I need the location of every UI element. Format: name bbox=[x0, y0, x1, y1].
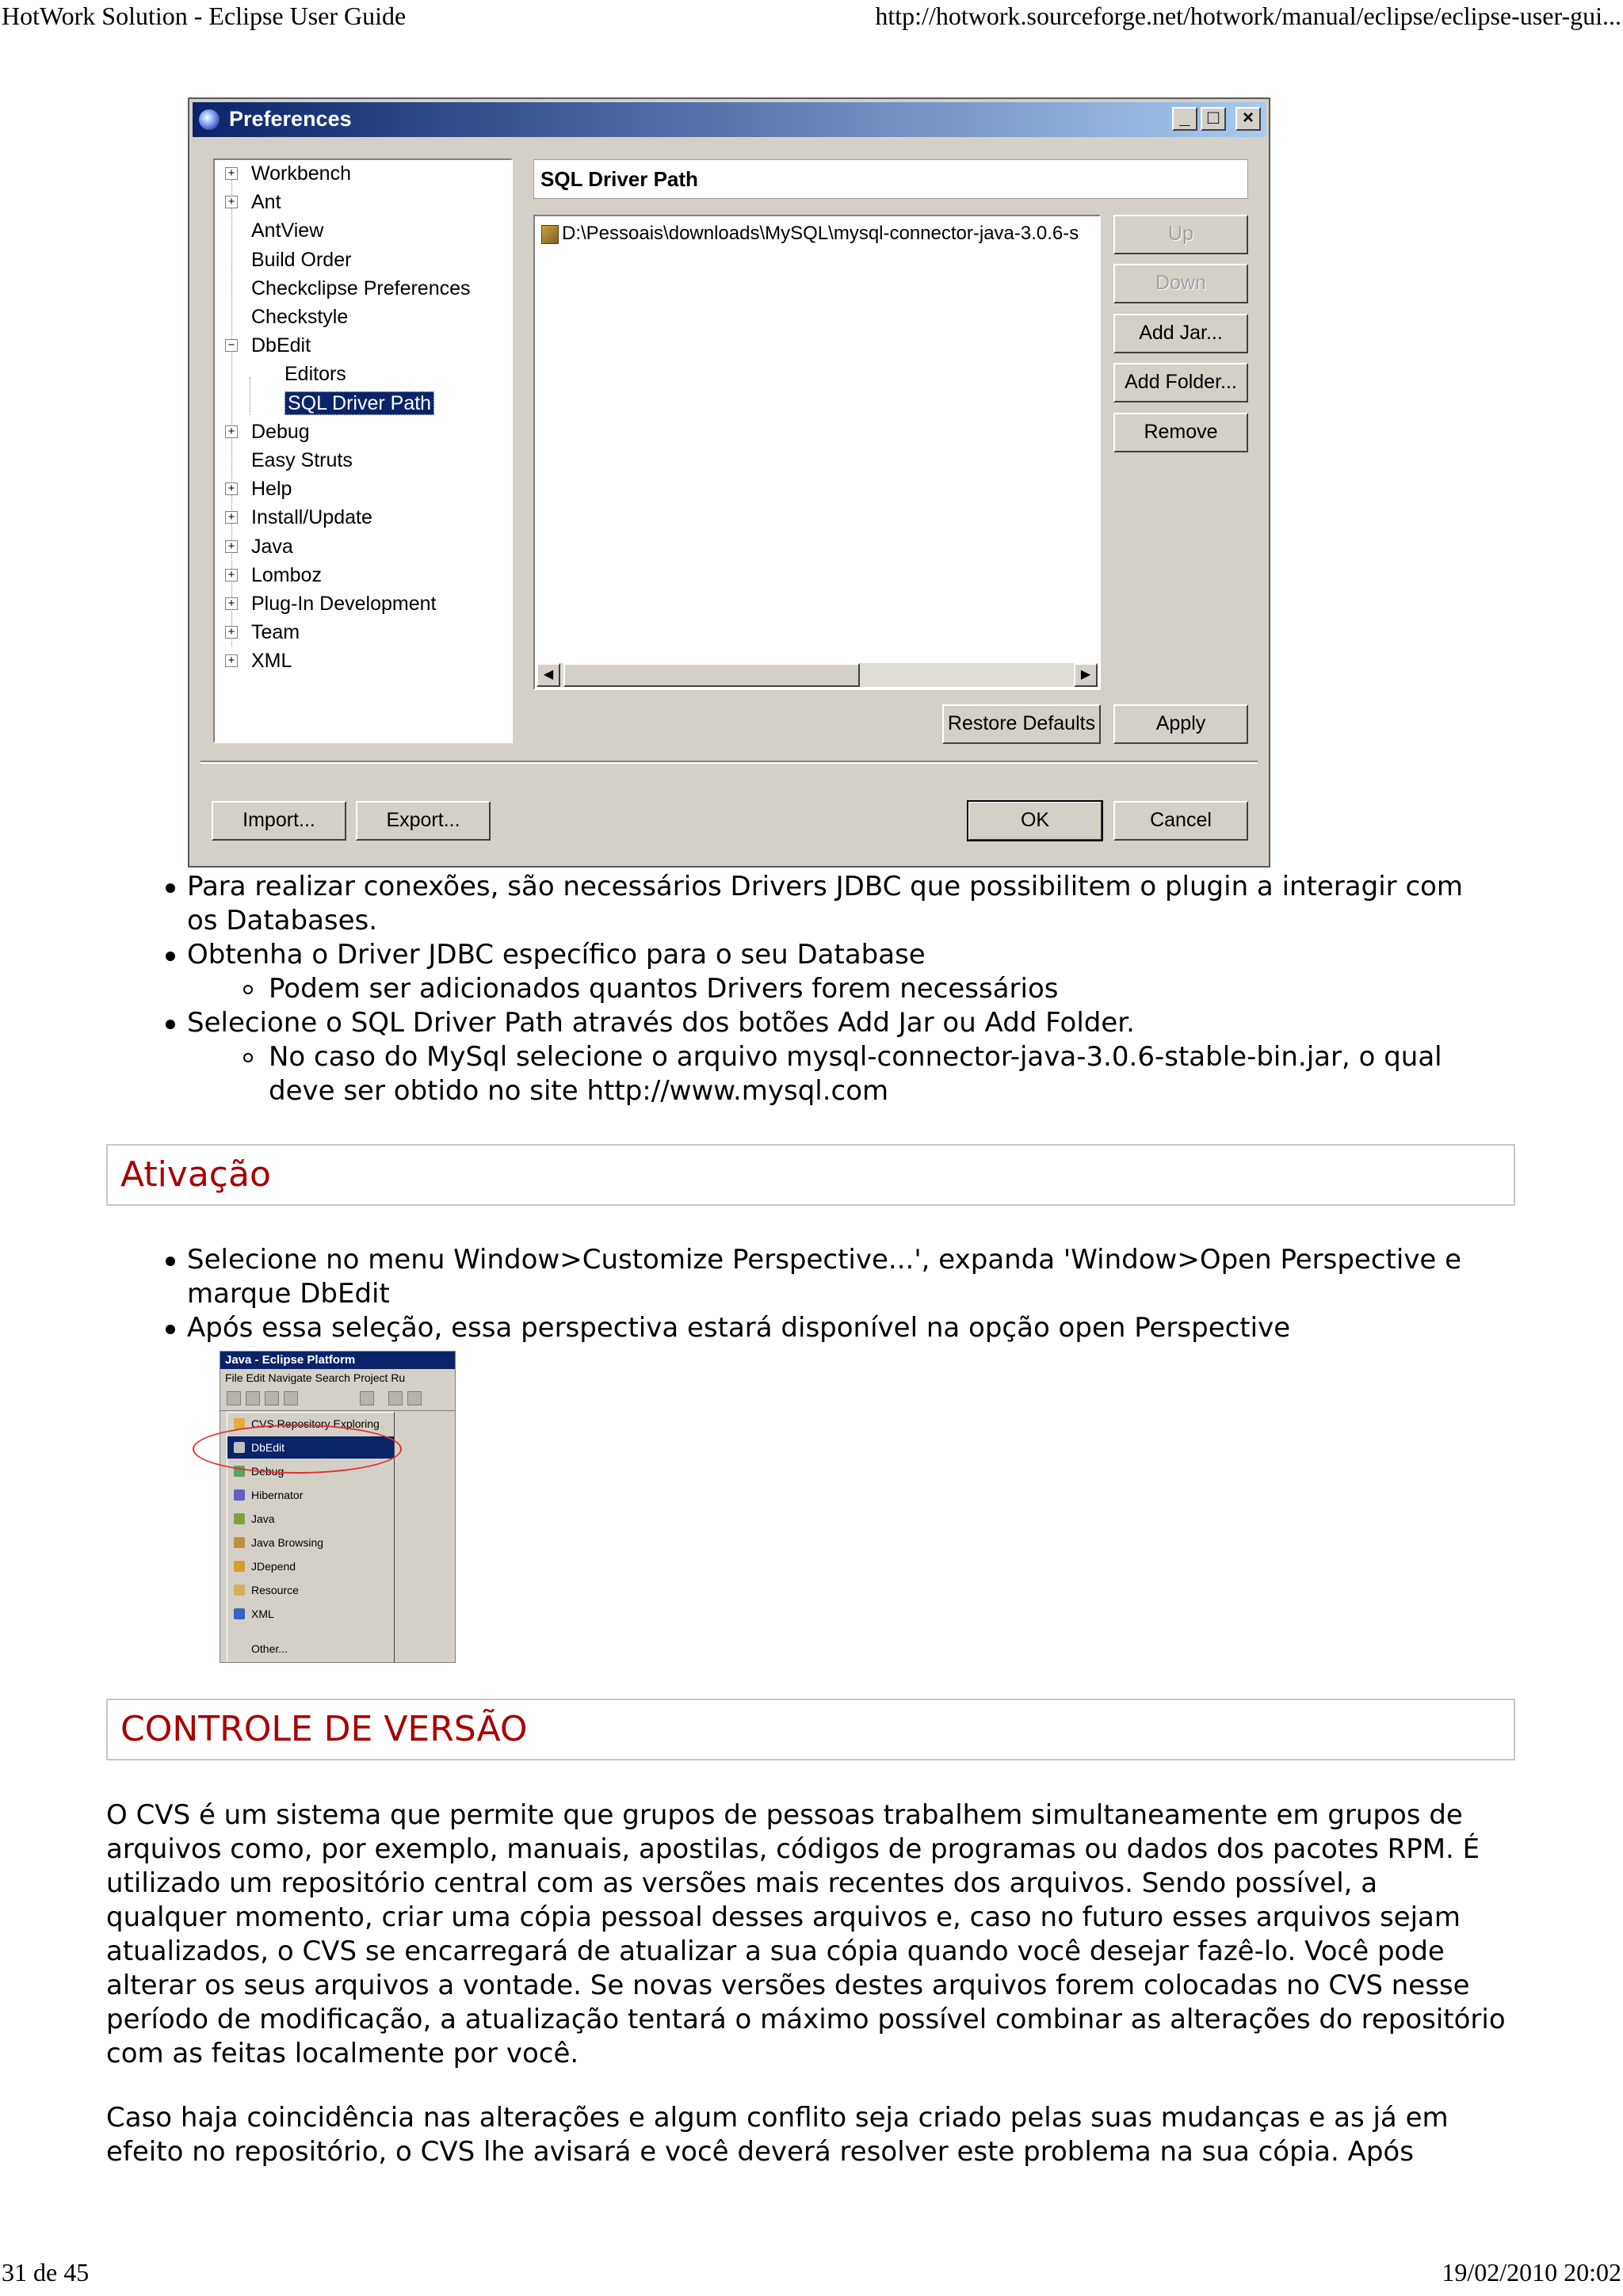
bullet-icon bbox=[166, 883, 175, 893]
add-jar-button[interactable]: Add Jar... bbox=[1113, 314, 1248, 353]
tree-item-label: Easy Struts bbox=[251, 449, 353, 471]
tree-item-label: SQL Driver Path bbox=[285, 391, 434, 415]
sub-bullet-icon bbox=[243, 1053, 253, 1062]
toolbar-icon[interactable] bbox=[388, 1391, 403, 1405]
tree-item-label: Editors bbox=[285, 363, 346, 386]
tree-item-label: Checkstyle bbox=[251, 306, 349, 328]
toolbar-icon[interactable] bbox=[360, 1391, 374, 1405]
tree-item-label: Workbench bbox=[251, 162, 351, 185]
expand-icon[interactable]: + bbox=[225, 654, 238, 667]
paragraph-line: efeito no repositório, o CVS lhe avisará e você deverá resolver este problema na sua cópia. Após bbox=[106, 2136, 1414, 2168]
list-item-label: D:\Pessoais\downloads\MySQL\mysql-connector-java-3.0.6-s bbox=[562, 223, 1079, 244]
scroll-thumb[interactable] bbox=[563, 663, 860, 687]
tree-item-label: DbEdit bbox=[251, 334, 311, 357]
eclipse-window-title: Java - Eclipse Platform bbox=[220, 1352, 455, 1369]
expand-icon[interactable]: + bbox=[225, 196, 238, 208]
tree-item-label: Ant bbox=[251, 191, 281, 214]
cancel-button[interactable]: Cancel bbox=[1113, 801, 1248, 841]
down-button[interactable]: Down bbox=[1113, 264, 1248, 303]
tree-item[interactable] bbox=[285, 362, 346, 386]
tree-item[interactable] bbox=[251, 477, 292, 501]
paragraph-line: alterar os seus arquivos a vontade. Se novas versões destes arquivos forem colocadas no CVS nesse bbox=[106, 1970, 1470, 2001]
perspective-menu-label: JDepend bbox=[251, 1560, 296, 1573]
sub-bullet-text: deve ser obtido no site http://www.mysql.com bbox=[269, 1075, 889, 1107]
perspective-menu-item[interactable] bbox=[227, 1531, 394, 1554]
tree-item[interactable] bbox=[251, 277, 471, 300]
expand-icon[interactable]: + bbox=[225, 626, 238, 639]
tree-item[interactable] bbox=[251, 620, 300, 644]
bullet-text: Após essa seleção, essa perspectiva estará disponível na opção open Perspective bbox=[187, 1312, 1291, 1344]
dialog-separator bbox=[200, 761, 1258, 764]
paragraph-line: qualquer momento, criar uma cópia pessoal desses arquivos e, caso no futuro esses arquivos sejam bbox=[106, 1901, 1461, 1933]
tree-item[interactable] bbox=[251, 190, 281, 214]
page-number: 31 de 45 bbox=[2, 2258, 90, 2286]
up-button[interactable]: Up bbox=[1113, 215, 1248, 254]
bullet-icon bbox=[166, 1020, 175, 1029]
tree-item-label: AntView bbox=[251, 219, 324, 242]
perspective-menu-label: Other... bbox=[251, 1642, 288, 1655]
toolbar-icon[interactable] bbox=[265, 1391, 279, 1405]
page-timestamp: 19/02/2010 20:02 bbox=[1442, 2258, 1621, 2286]
horizontal-scrollbar[interactable] bbox=[537, 663, 1098, 687]
tree-item[interactable] bbox=[251, 219, 323, 242]
paragraph-line: O CVS é um sistema que permite que grupos de pessoas trabalhem simultaneamente em grupos de bbox=[106, 1799, 1463, 1831]
perspective-menu-item[interactable] bbox=[227, 1484, 394, 1506]
tree-item[interactable] bbox=[251, 334, 311, 357]
bullet-icon bbox=[166, 952, 175, 961]
eclipse-menubar: File Edit Navigate Search Project Ru bbox=[225, 1371, 406, 1384]
jar-icon bbox=[541, 225, 559, 244]
preferences-dialog bbox=[188, 97, 1270, 868]
perspective-menu-label: CVS Repository Exploring bbox=[251, 1417, 380, 1430]
expand-icon[interactable]: + bbox=[225, 167, 238, 180]
perspective-menu-item[interactable] bbox=[227, 1555, 394, 1577]
preferences-tree bbox=[213, 158, 513, 743]
perspective-menu-label: DbEdit bbox=[251, 1441, 285, 1454]
import-button[interactable]: Import... bbox=[212, 801, 346, 841]
tree-item[interactable] bbox=[251, 563, 322, 587]
expand-icon[interactable]: + bbox=[225, 597, 238, 610]
perspective-icon bbox=[234, 1489, 245, 1501]
bullet-text: os Databases. bbox=[187, 905, 378, 936]
collapse-icon[interactable]: − bbox=[225, 339, 238, 352]
perspective-icon bbox=[234, 1561, 245, 1572]
section-title: SQL Driver Path bbox=[533, 159, 1248, 199]
perspective-menu-label: Java bbox=[251, 1512, 275, 1525]
perspective-menu-label: XML bbox=[251, 1608, 274, 1620]
ok-button[interactable]: OK bbox=[968, 801, 1102, 841]
page-header-title: HotWork Solution - Eclipse User Guide bbox=[2, 2, 407, 30]
add-folder-button[interactable]: Add Folder... bbox=[1113, 363, 1248, 402]
expand-icon[interactable]: + bbox=[225, 569, 238, 582]
bullet-text: Selecione o SQL Driver Path através dos botões Add Jar ou Add Folder. bbox=[187, 1007, 1135, 1039]
section-heading-cvs: CONTROLE DE VERSÃO bbox=[106, 1699, 1515, 1760]
tree-item-label: Lomboz bbox=[251, 563, 322, 586]
minimize-icon[interactable]: _ bbox=[1172, 107, 1197, 131]
perspective-icon bbox=[234, 1537, 245, 1548]
eclipse-toolbar bbox=[220, 1386, 455, 1411]
tree-item-label: XML bbox=[251, 650, 292, 673]
sub-bullet-text: No caso do MySql selecione o arquivo mysql-connector-java-3.0.6-stable-bin.jar, o qual bbox=[269, 1041, 1442, 1073]
dialog-titlebar bbox=[193, 102, 1266, 137]
perspective-menu-label: Hibernator bbox=[251, 1489, 304, 1501]
perspective-menu-item[interactable] bbox=[227, 1508, 394, 1530]
scroll-left-icon[interactable]: ◀ bbox=[537, 663, 560, 687]
tree-item-label: Install/Update bbox=[251, 506, 372, 529]
tree-item[interactable] bbox=[251, 649, 292, 673]
perspective-icon bbox=[234, 1585, 245, 1596]
tree-item[interactable] bbox=[251, 535, 293, 559]
expand-icon[interactable]: + bbox=[225, 425, 238, 438]
bullet-text: Obtenha o Driver JDBC específico para o seu Database bbox=[187, 939, 926, 971]
paragraph-line: período de modificação, a atualização tentará o máximo possível combinar as alterações do repositório bbox=[106, 2004, 1506, 2035]
tree-item-label: Help bbox=[251, 478, 292, 501]
tree-item-label: Plug-In Development bbox=[251, 593, 437, 615]
tree-item-label: Debug bbox=[251, 420, 310, 443]
expand-icon[interactable]: + bbox=[225, 540, 238, 553]
highlight-ellipse bbox=[193, 1425, 402, 1474]
paragraph-line: Caso haja coincidência nas alterações e algum conflito seja criado pelas suas mudanças e as já em bbox=[106, 2102, 1449, 2134]
perspective-menu-item[interactable] bbox=[227, 1579, 394, 1601]
eclipse-perspective-screenshot bbox=[220, 1351, 456, 1663]
perspective-menu-label: Resource bbox=[251, 1584, 299, 1596]
tree-item-label: Build Order bbox=[251, 248, 352, 271]
perspective-icon bbox=[234, 1608, 245, 1619]
perspective-menu-item[interactable] bbox=[227, 1603, 394, 1625]
perspective-menu-item[interactable] bbox=[227, 1638, 394, 1660]
open-perspective-icon[interactable] bbox=[227, 1391, 241, 1405]
tree-item[interactable] bbox=[251, 448, 353, 472]
paragraph-line: com as feitas localmente por você. bbox=[106, 2038, 579, 2069]
expand-icon[interactable]: + bbox=[225, 482, 238, 495]
section-heading-ativacao: Ativação bbox=[106, 1144, 1515, 1206]
tree-item[interactable] bbox=[251, 305, 348, 329]
driver-path-list[interactable] bbox=[533, 215, 1101, 690]
tree-item-label: Java bbox=[251, 535, 293, 558]
maximize-icon[interactable]: □ bbox=[1201, 107, 1226, 131]
toolbar-icon[interactable] bbox=[246, 1391, 260, 1405]
eclipse-icon bbox=[199, 109, 220, 130]
restore-defaults-button[interactable]: Restore Defaults bbox=[942, 704, 1101, 744]
tree-item[interactable] bbox=[251, 162, 351, 185]
tree-item[interactable] bbox=[251, 248, 351, 272]
tree-item[interactable] bbox=[285, 391, 434, 415]
export-button[interactable]: Export... bbox=[356, 801, 491, 841]
paragraph-line: utilizado um repositório central com as versões mais recentes dos arquivos. Sendo possível, a bbox=[106, 1867, 1378, 1899]
bullet-text: Para realizar conexões, são necessários Drivers JDBC que possibilitem o plugin a interagir com bbox=[187, 871, 1464, 902]
tree-item[interactable] bbox=[251, 505, 372, 529]
scroll-right-icon[interactable]: ▶ bbox=[1074, 663, 1098, 687]
expand-icon[interactable]: + bbox=[225, 511, 238, 524]
bullet-icon bbox=[166, 1257, 175, 1266]
remove-button[interactable]: Remove bbox=[1113, 413, 1248, 452]
close-icon[interactable]: × bbox=[1235, 107, 1261, 131]
perspective-icon bbox=[234, 1513, 245, 1524]
toolbar-icon[interactable] bbox=[284, 1391, 298, 1405]
tree-item[interactable] bbox=[251, 592, 436, 616]
tree-item[interactable] bbox=[251, 420, 310, 444]
perspective-menu-label: Java Browsing bbox=[251, 1536, 324, 1549]
tree-item-label: Checkclipse Preferences bbox=[251, 277, 471, 299]
sub-bullet-text: Podem ser adicionados quantos Drivers forem necessários bbox=[269, 973, 1059, 1005]
paragraph-line: atualizados, o CVS se encarregará de atualizar a sua cópia quando você desejar fazê-lo. Você pode bbox=[106, 1936, 1445, 1967]
dialog-title: Preferences bbox=[229, 107, 352, 131]
bullet-text: marque DbEdit bbox=[187, 1278, 390, 1310]
perspective-menu-label: Debug bbox=[251, 1465, 285, 1478]
list-item[interactable] bbox=[541, 223, 1079, 245]
sub-bullet-icon bbox=[243, 985, 253, 994]
apply-button[interactable]: Apply bbox=[1113, 704, 1248, 744]
bullet-icon bbox=[166, 1325, 175, 1334]
bullet-text: Selecione no menu Window>Customize Perspective...', expanda 'Window>Open Perspective e bbox=[187, 1244, 1462, 1276]
page-header-url: http://hotwork.sourceforge.net/hotwork/manual/eclipse/eclipse-user-gui... bbox=[875, 2, 1621, 30]
toolbar-icon[interactable] bbox=[407, 1391, 422, 1405]
paragraph-line: arquivos como, por exemplo, manuais, apostilas, códigos de programas ou dados dos pacotes RPM. É bbox=[106, 1833, 1480, 1865]
tree-item-label: Team bbox=[251, 621, 300, 644]
